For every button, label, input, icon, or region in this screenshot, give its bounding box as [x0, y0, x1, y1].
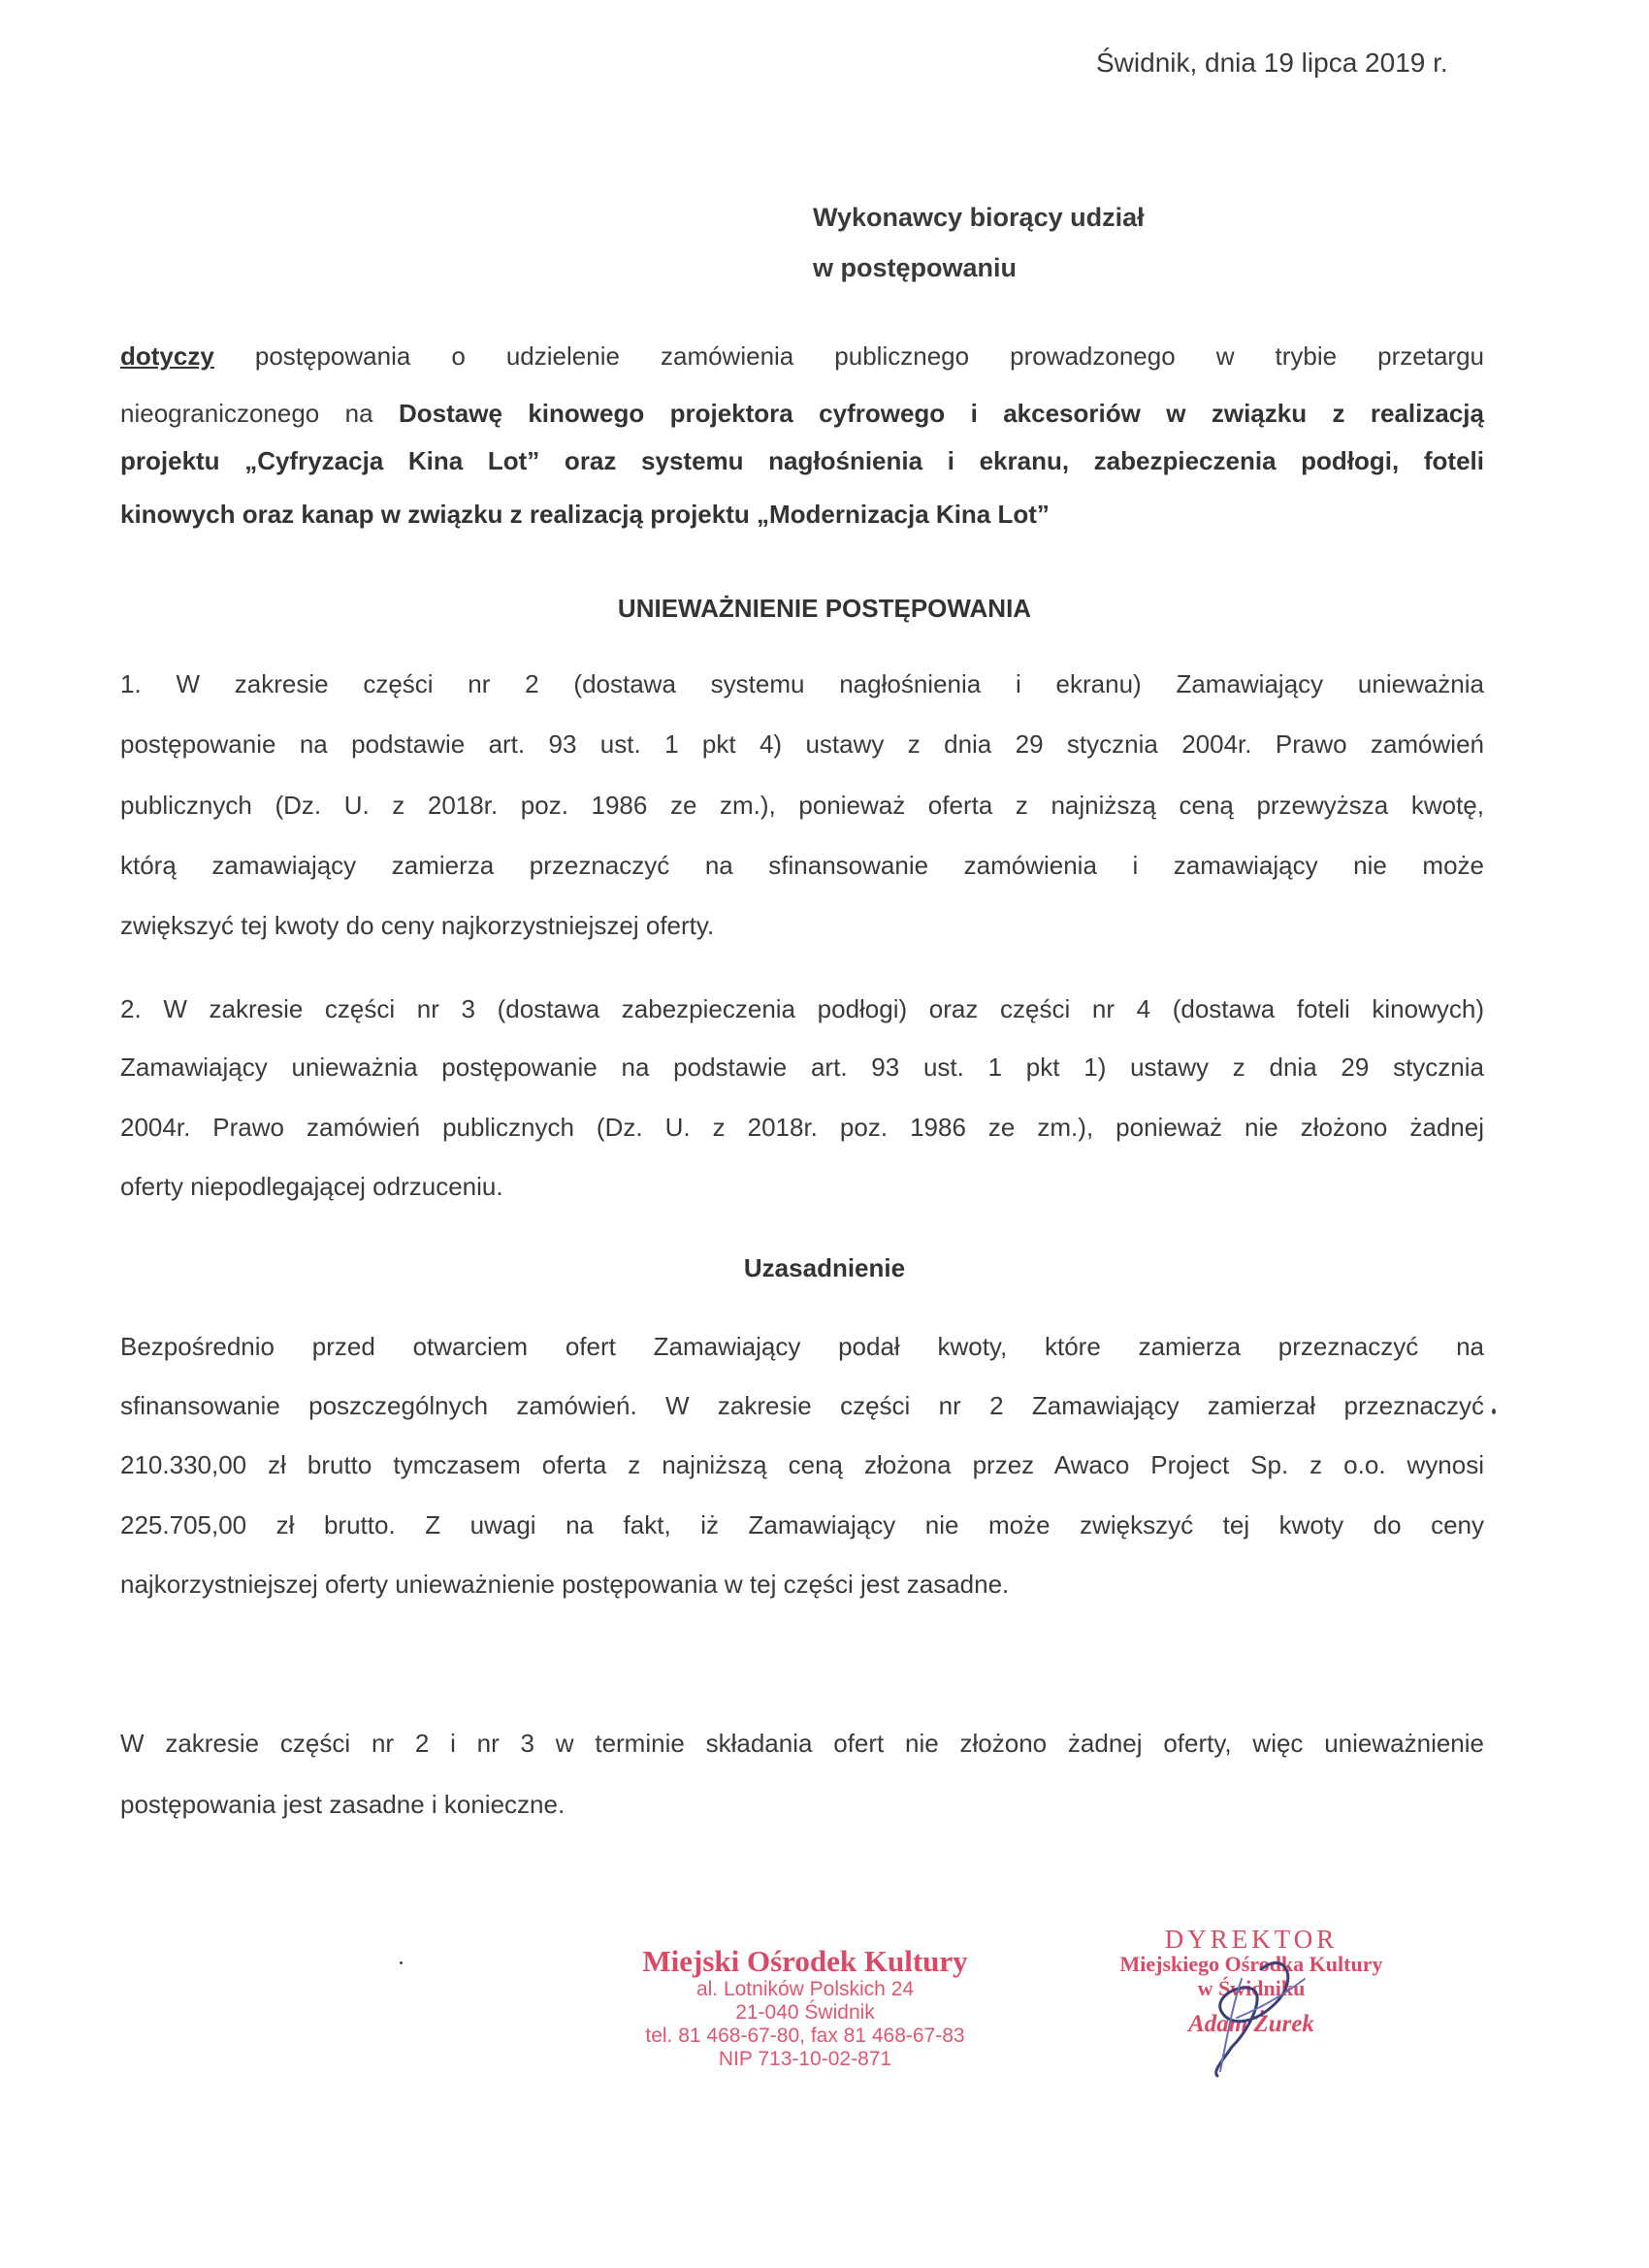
subject-line-1	[120, 341, 1484, 372]
justification-line-4: 225.705,00 zł brutto. Z uwagi na fakt, iż Zamawiający nie może zwiększyć tej kwoty do ceny	[120, 1510, 1484, 1539]
document-title: UNIEWAŻNIENIE POSTĘPOWANIA	[617, 594, 1032, 623]
signature-icon	[1193, 1950, 1310, 2086]
point2-line-1: 2. W zakresie części nr 3 (dostawa zabezpieczenia podłogi) oraz części nr 4 (dostawa foteli kinowych)	[120, 994, 1484, 1023]
director-title: DYREKTOR	[1164, 1925, 1339, 1954]
subject-label: dotyczy	[120, 341, 214, 371]
director-name: Adam Żurek	[1188, 2011, 1314, 2037]
point1-line-3: publicznych (Dz. U. z 2018r. poz. 1986 ze zm.), ponieważ oferta z najniższą ceną przewyższa kwotę,	[120, 791, 1484, 820]
stamp-institution-name: Miejski Ośrodek Kultury	[642, 1944, 968, 1978]
subject-line-2	[120, 399, 1484, 429]
point1-line-5: zwiększyć tej kwoty do ceny najkorzystniejszej oferty.	[120, 911, 715, 940]
point1-line-4: którą zamawiający zamierza przeznaczyć na sfinansowanie zamówienia i zamawiający nie może	[120, 851, 1484, 880]
scan-speck	[1492, 1409, 1496, 1414]
closing-line-1: W zakresie części nr 2 i nr 3 w terminie składania ofert nie złożono żadnej oferty, więc unieważnienie	[120, 1729, 1484, 1758]
stamp-nip: NIP 713-10-02-871	[718, 2048, 892, 2070]
subject-line-2-plain: nieograniczonego na	[120, 399, 373, 428]
stamp-phone: tel. 81 468-67-80, fax 81 468-67-83	[645, 2025, 965, 2047]
justification-line-2: sfinansowanie poszczególnych zamówień. W zakresie części nr 2 Zamawiający zamierzał przeznaczyć	[120, 1391, 1484, 1420]
scan-speck	[400, 1961, 403, 1964]
justification-line-5: najkorzystniejszej oferty unieważnienie postępowania w tej części jest zasadne.	[120, 1570, 1010, 1599]
justification-heading: Uzasadnienie	[743, 1253, 906, 1282]
addressee	[813, 192, 1145, 293]
point2-line-2: Zamawiający unieważnia postępowanie na podstawie art. 93 ust. 1 pkt 1) ustawy z dnia 29 stycznia	[120, 1053, 1484, 1082]
closing-line-2: postępowania jest zasadne i konieczne.	[120, 1790, 566, 1819]
subject-line-3: projektu „Cyfryzacja Kina Lot” oraz systemu nagłośnienia i ekranu, zabezpieczenia podłogi, foteli	[120, 446, 1484, 475]
justification-line-1: Bezpośrednio przed otwarciem ofert Zamawiający podał kwoty, które zamierza przeznaczyć na	[120, 1332, 1484, 1361]
stamp-city: 21-040 Świdnik	[735, 2001, 875, 2024]
institution-stamp	[611, 1945, 999, 2071]
point1-line-1: 1. W zakresie części nr 2 (dostawa systemu nagłośnienia i ekranu) Zamawiający unieważnia	[120, 669, 1484, 698]
point2-line-3: 2004r. Prawo zamówień publicznych (Dz. U. z 2018r. poz. 1986 ze zm.), ponieważ nie złożono żadnej	[120, 1113, 1484, 1142]
addressee-line-2: w postępowaniu	[813, 253, 1018, 282]
point2-line-4: oferty niepodlegającej odrzuceniu.	[120, 1172, 503, 1201]
director-city: w Świdniku	[1197, 1976, 1306, 2000]
subject-line-4: kinowych oraz kanap w związku z realizacją projektu „Modernizacja Kina Lot”	[120, 500, 1050, 529]
justification-line-3: 210.330,00 zł brutto tymczasem oferta z najniższą ceną złożona przez Awaco Project Sp. z o.o. wynosi	[120, 1450, 1484, 1479]
addressee-line-1: Wykonawcy biorący udział	[813, 203, 1145, 232]
place-date: Świdnik, dnia 19 lipca 2019 r.	[1096, 48, 1448, 78]
point1-line-2: postępowanie na podstawie art. 93 ust. 1 pkt 4) ustawy z dnia 29 stycznia 2004r. Prawo zamówień	[120, 729, 1484, 759]
subject-line-2-bold: Dostawę kinowego projektora cyfrowego i akcesoriów w związku z realizacją	[399, 399, 1484, 428]
stamp-street: al. Lotników Polskich 24	[695, 1978, 915, 2000]
subject-line-1-text: postępowania o udzielenie zamówienia publicznego prowadzonego w trybie przetargu	[254, 341, 1484, 371]
director-institution: Miejskiego Ośrodka Kultury	[1119, 1952, 1383, 1976]
